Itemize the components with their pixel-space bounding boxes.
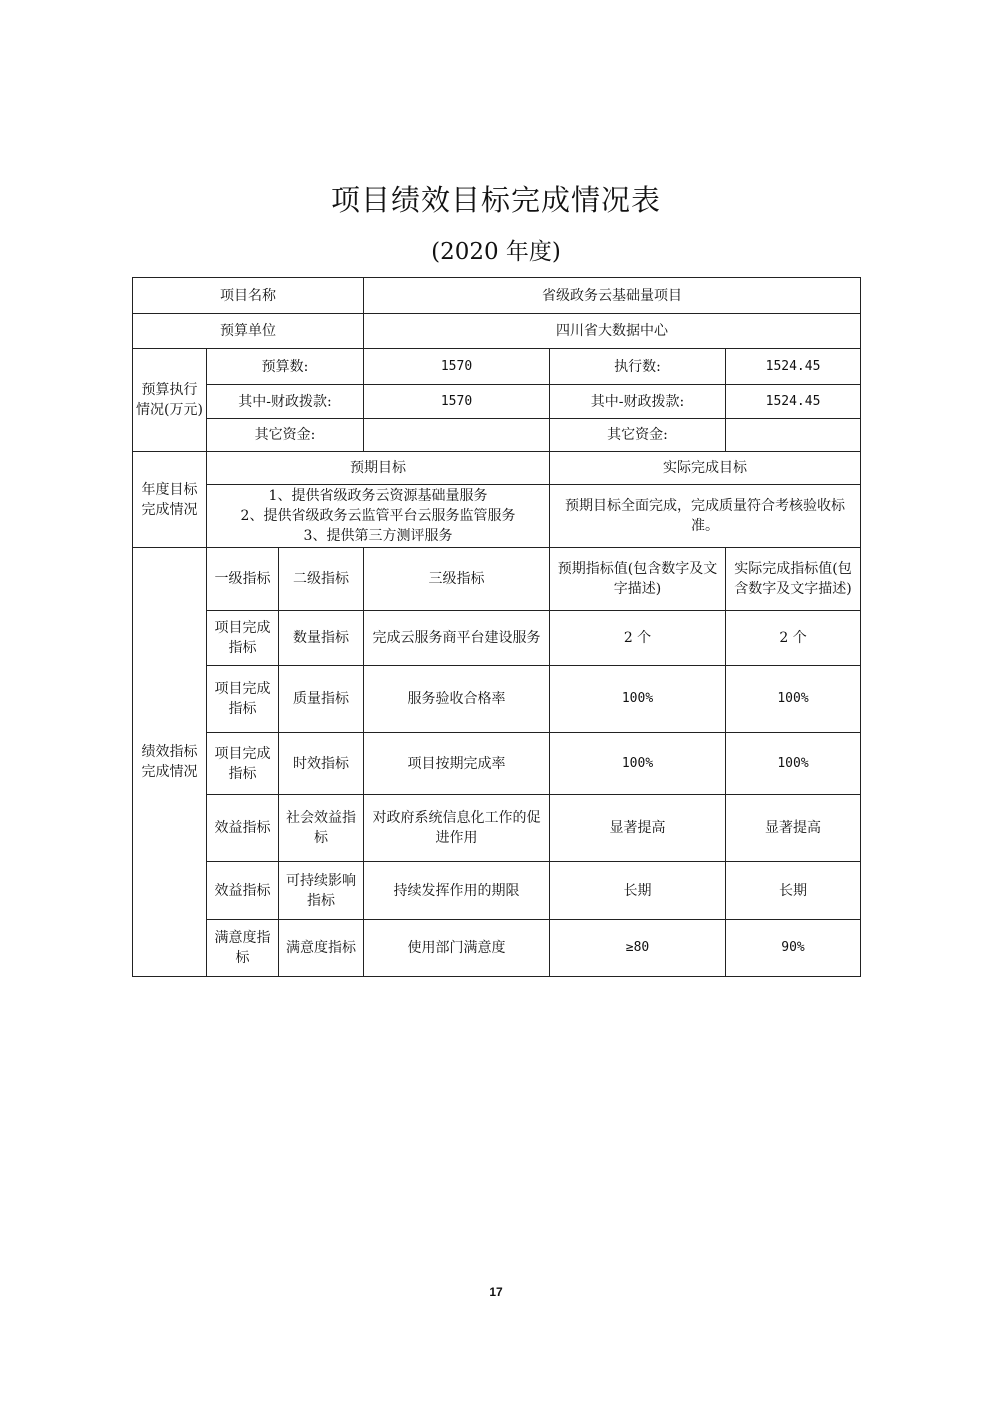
indicator-expected: ≥80 [550, 920, 726, 977]
budget-unit-value: 四川省大数据中心 [364, 314, 861, 349]
indicator-expected: 显著提高 [550, 795, 726, 862]
table-row [133, 733, 861, 795]
fiscal-value-exec: 1524.45 [726, 385, 861, 419]
table-row [133, 862, 861, 920]
fiscal-label-exec: 其中-财政拨款: [550, 385, 726, 419]
indicator-level1: 效益指标 [207, 795, 279, 862]
expected-goal-item: 1、提供省级政务云资源基础量服务 [268, 488, 488, 504]
indicator-level2: 社会效益指标 [279, 795, 364, 862]
indicator-actual: 显著提高 [726, 795, 861, 862]
project-name-row [133, 278, 861, 314]
performance-section-label: 绩效指标完成情况 [133, 548, 207, 977]
budget-amount-value: 1570 [364, 349, 550, 385]
table-row [133, 611, 861, 666]
indicator-actual: 100% [726, 733, 861, 795]
fiscal-label-budget: 其中-财政拨款: [207, 385, 364, 419]
header-actual-value: 实际完成指标值(包含数字及文字描述) [726, 548, 861, 611]
indicator-level1: 项目完成指标 [207, 611, 279, 666]
expected-goal-item: 3、提供第三方测评服务 [303, 528, 453, 544]
indicator-level1: 项目完成指标 [207, 733, 279, 795]
table-row [133, 795, 861, 862]
other-funds-value-budget [364, 419, 550, 452]
other-funds-row [133, 419, 861, 452]
performance-table [132, 277, 861, 977]
indicator-level1: 效益指标 [207, 862, 279, 920]
actual-goals: 预期目标全面完成，完成质量符合考核验收标准。 [550, 485, 861, 548]
exec-amount-value: 1524.45 [726, 349, 861, 385]
other-funds-label-exec: 其它资金: [550, 419, 726, 452]
indicator-level3: 服务验收合格率 [364, 666, 550, 733]
other-funds-label-budget: 其它资金: [207, 419, 364, 452]
project-name-value: 省级政务云基础量项目 [364, 278, 861, 314]
indicator-level2: 时效指标 [279, 733, 364, 795]
indicator-actual: 90% [726, 920, 861, 977]
actual-goal-header: 实际完成目标 [550, 452, 861, 485]
indicator-level3: 完成云服务商平台建设服务 [364, 611, 550, 666]
header-level2: 二级指标 [279, 548, 364, 611]
expected-goal-item: 2、提供省级政务云监管平台云服务监管服务 [240, 508, 516, 524]
indicator-actual: 2 个 [726, 611, 861, 666]
fiscal-row [133, 385, 861, 419]
header-level1: 一级指标 [207, 548, 279, 611]
page-subtitle: (2020 年度) [431, 239, 561, 265]
indicator-level3: 使用部门满意度 [364, 920, 550, 977]
budget-unit-label: 预算单位 [133, 314, 364, 349]
indicator-expected: 100% [550, 666, 726, 733]
indicator-expected: 长期 [550, 862, 726, 920]
budget-unit-row [133, 314, 861, 349]
annual-goals-row [133, 485, 861, 548]
indicator-actual: 长期 [726, 862, 861, 920]
page-title: 项目绩效目标完成情况表 [330, 183, 661, 217]
table-row [133, 920, 861, 977]
header-expected-value: 预期指标值(包含数字及文字描述) [550, 548, 726, 611]
indicator-level1: 项目完成指标 [207, 666, 279, 733]
indicator-header-row [133, 548, 861, 611]
budget-row [133, 349, 861, 385]
expected-goal-header: 预期目标 [207, 452, 550, 485]
indicator-actual: 100% [726, 666, 861, 733]
budget-amount-label: 预算数: [207, 349, 364, 385]
indicator-level2: 满意度指标 [279, 920, 364, 977]
indicator-expected: 100% [550, 733, 726, 795]
header-level3: 三级指标 [364, 548, 550, 611]
indicator-expected: 2 个 [550, 611, 726, 666]
annual-section-label: 年度目标完成情况 [133, 452, 207, 548]
fiscal-value-budget: 1570 [364, 385, 550, 419]
table-row [133, 666, 861, 733]
indicator-level3: 对政府系统信息化工作的促进作用 [364, 795, 550, 862]
annual-header-row [133, 452, 861, 485]
indicator-level3: 持续发挥作用的期限 [364, 862, 550, 920]
project-name-label: 项目名称 [133, 278, 364, 314]
indicator-level3: 项目按期完成率 [364, 733, 550, 795]
indicator-level2: 质量指标 [279, 666, 364, 733]
budget-section-label: 预算执行情况(万元) [133, 349, 207, 452]
indicator-level1: 满意度指标 [207, 920, 279, 977]
expected-goals [207, 485, 550, 548]
indicator-level2: 数量指标 [279, 611, 364, 666]
indicator-level2: 可持续影响指标 [279, 862, 364, 920]
exec-amount-label: 执行数: [550, 349, 726, 385]
page-number: 17 [489, 1285, 503, 1299]
other-funds-value-exec [726, 419, 861, 452]
